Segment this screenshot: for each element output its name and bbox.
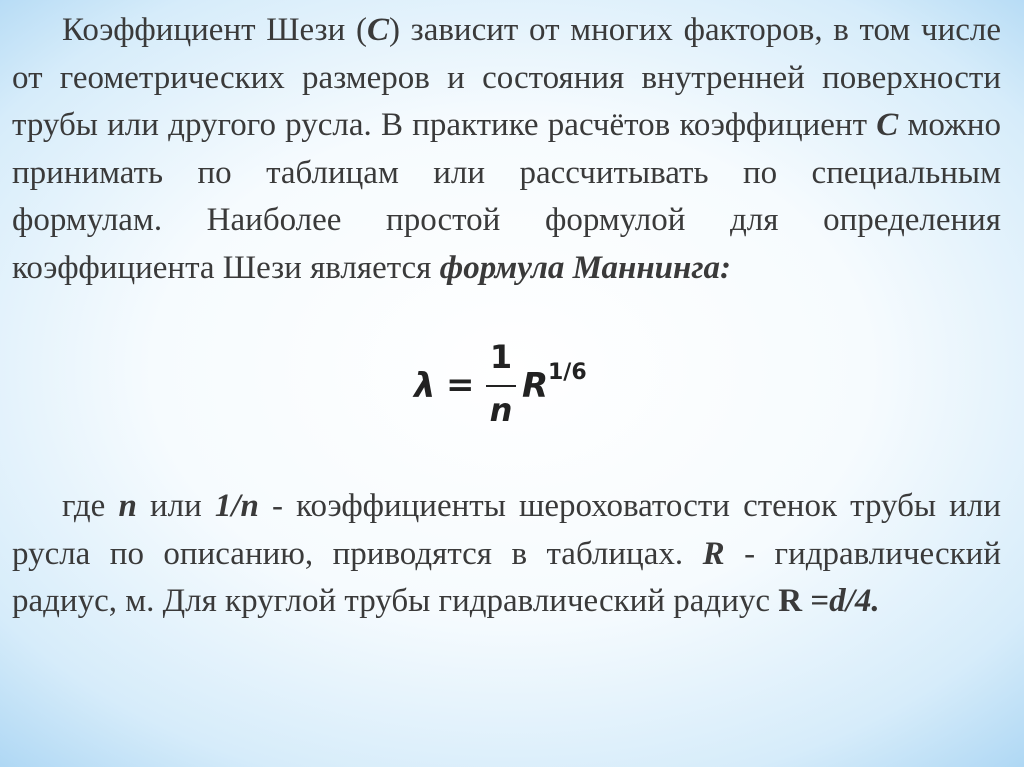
symbol-inverse-n: 1/n	[214, 488, 259, 524]
fraction-bar	[486, 385, 516, 387]
symbol-d-over-4: d/4.	[829, 583, 880, 619]
manning-formula-label: формула Маннинга:	[439, 249, 732, 286]
text-span: или	[136, 488, 215, 524]
formula-lambda: λ	[414, 366, 436, 406]
formula-radius: R	[522, 366, 549, 406]
formula-denominator: n	[489, 391, 513, 429]
text-span: где	[62, 488, 119, 524]
symbol-n: n	[118, 488, 137, 524]
formula-exponent: 1/6	[548, 360, 587, 385]
paragraph-chezy-coefficient	[12, 7, 1001, 292]
symbol-R-equals: R =	[778, 583, 830, 619]
paragraph-roughness	[12, 483, 1001, 626]
symbol-R: R	[702, 535, 725, 572]
text-span: ) зависит от многих факторов, в том числе от геометрических размеров и состояния внутренней поверхности трубы или другого русла. В практике расчётов коэффициент	[12, 12, 1002, 143]
text-span: - коэффициенты шероховатости стенок трубы или русла по описанию, приводятся в таблицах.	[12, 488, 1001, 572]
text-span: Коэффициент Шези (	[62, 12, 367, 48]
symbol-C: C	[366, 12, 389, 48]
formula-numerator: 1	[489, 338, 513, 376]
symbol-C: C	[876, 107, 899, 143]
text-span: можно принимать по таблицам или рассчитывать по специальным формулам. Наиболее простой формулой для определения коэффициента Шези является	[12, 107, 1002, 286]
text-span: - гидравлический радиус, м. Для круглой трубы гидравлический радиус	[12, 535, 1002, 619]
formula-equals: =	[446, 365, 475, 405]
